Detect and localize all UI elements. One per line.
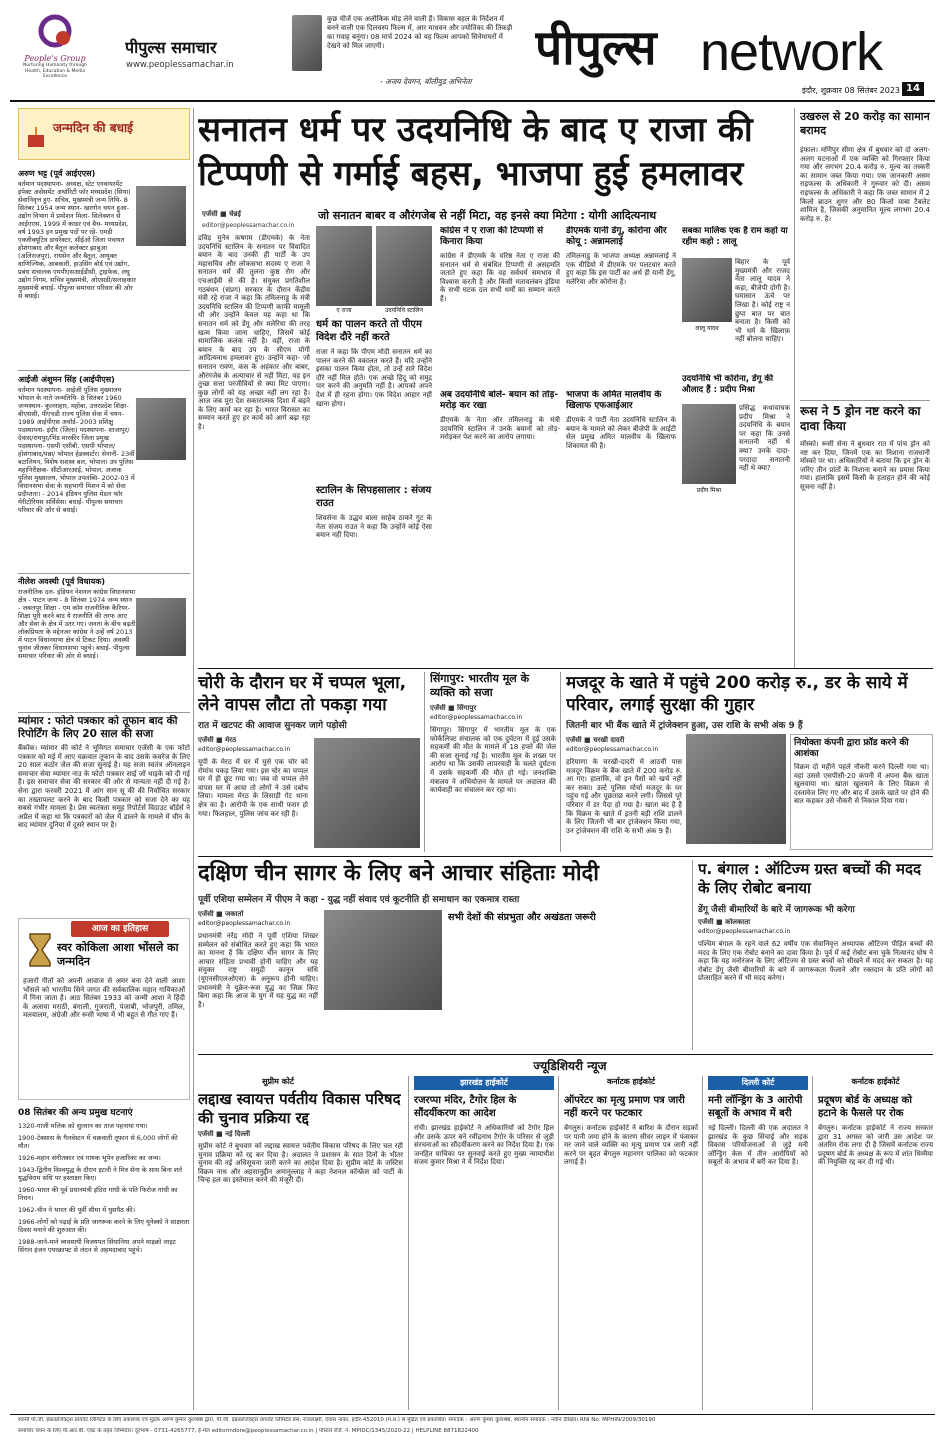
birthday-photo-3 bbox=[136, 598, 186, 656]
lead-col8-head: उदयनिधि भी कोरोना, डेंगू की औलाद हैं : प्रदीप मिश्रा bbox=[682, 374, 774, 395]
udhay-photo bbox=[376, 226, 432, 306]
myanmar-head: म्यांमार : फोटो पत्रकार को तूफान बाद की रिपोर्टिंग के लिए 20 साल की सजा bbox=[18, 715, 178, 740]
sc-byline: एजेंसी ■ नई दिल्ली bbox=[198, 1130, 251, 1138]
lead-col2-head: धर्म का पालन करते तो पीएम विदेश दौरे नहीं करते bbox=[316, 319, 422, 343]
page-number: 14 bbox=[902, 82, 924, 96]
birthday-text-2: वर्तमान पदस्थापना- आईजी पुलिस मुख्यालय भोपाल के नाते जन्मतिथि- 8 सितंबर 1960 जन्मस्थान- कुल्लाहार, महोबा, उत्तरप्रदेश शिक्षा- बीएससी, पीएचडी राज्य पुलिस सेवा में चयन- 1989 आईपीएस अवॉर्ड- 2003 प्रशिक्षु पदस्थापना- इंदौर (जिला) पदस्थापना- शाजापुर/देवास/रायपुर/भिंड मारकीर जिला प्रमुख पदस्थापना- एसपी एसीबी, एसपी भोपाल/होशंगाबाद/पन्ना/ भोपाल हेडक्वार्टर। सेनानी- 23वीं बटालियन, विशेष सशस्त्र बल, भोपाल। उप पुलिस महानिरीक्षक- सीटीआरआई, भोपाल, अजाक पुलिस मुख्यालय, भोपाल उपलब्धि- 2002-03 में विधानसभा सेवा के सहभागी मिशन में को सेवा प्रदीप्तता। - 2014 इंडियन पुलिस मेडल फॉर मेरीटोरियस सर्विसेस। बधाई- पीपुल्स समाचार परिवार की ओर से बधाई। bbox=[18, 386, 135, 514]
mazdoor-box-head: नियोक्ता कंपनी द्वारा फ्रॉड करने की आशंका bbox=[794, 738, 909, 759]
ka2-head: प्रदूषण बोर्ड के अध्यक्ष को हटाने के फैसले पर रोक bbox=[818, 1095, 912, 1119]
lead-col2: राजा ने कहा कि पीएम मोदी सनातन धर्म का पालन करने की वकालत करते हैं। यदि उन्होंने इसका पालन किया होता, तो उन्हें सारे विदेश दौरे नहीं मिल होते। एक अच्छे हिंदू को समुद्र पार करने की अनुमति नहीं है। आपको अपने देश में ही रहना होगा। एक विदेश आहार नहीं खाना होगा। bbox=[316, 348, 432, 408]
lead-col5-head: सबका मालिक एक है राम कहो या रहीम कहो : लालू bbox=[682, 226, 788, 247]
footer-text-2: समाचार चयन के लिए पी.आर.बी. एक्ट के तहत जिम्मेदार। दूरभाष - 0731-4265777, ई-मेल editorindore@peoplessamachar.co.in | पोस्टल रजि. नं. MPIDC/1345/2020-22 | HELPLINE 8871822400 bbox=[18, 1428, 479, 1434]
mazdoor-byline: एजेंसी ■ चरखी दादरी bbox=[566, 736, 625, 744]
lead-col6-head: अब उदयनिधि बोले- बयान को तोड़-मरोड़ कर रखा bbox=[440, 390, 559, 411]
dl-text: नई दिल्ली। दिल्ली की एक अदालत ने झारखंड के कुछ सिंचाई और सड़क विकास परियोजनाओं से जुड़े मनी लॉन्ड्रिंग केस में तीन आरोपियों को सबूतों के अभाव में बरी कर दिया है। bbox=[708, 1124, 808, 1167]
event-item: 1962-चीन ने भारत की पूर्वी सीमा में घुसपैठ की। bbox=[18, 1206, 136, 1214]
quote-author: - अजय देवगन, बॉलीवुड अभिनेता bbox=[380, 77, 472, 86]
history-section bbox=[18, 918, 190, 1100]
mazdoor-head: मजदूर के खाते में पहुंचे 200 करोड़ रु., डर के साये में परिवार, लगाई सुरक्षा की गुहार bbox=[566, 673, 908, 715]
event-item: 1320-गाजी मलिक को सुल्तान का ताज पहनाया गया। bbox=[18, 1122, 148, 1130]
robot-byline: एजेंसी ■ कोलकाता bbox=[698, 918, 751, 926]
robot-text: पश्चिम बंगाल के रहने वाले 62 वर्षीय एक सेवानिवृत्त अध्यापक ऑटिज्म पीड़ित बच्चों की मदद के लिए एक रोबोट बनाने का दावा किया है। पूर्व में कई रोबोट बना चुके नित्यानंद घोष ने कहा कि यह मनोरंजन के लिए ऑटिज्म से ग्रस्त बच्चों को सीखने में मदद कर सकता है। यह रोबोट डेंगू जैसी बीमारियों के बारे में जागरूकता फैलाने और रक्तदान के प्रति लोगों को प्रोत्साहित करने में भी मदद करेगा। bbox=[698, 940, 933, 983]
paper-name: पीपुल्स समाचार bbox=[125, 38, 217, 57]
singapore-head: सिंगापुर: भारतीय मूल के व्यक्ति को सजा bbox=[430, 672, 530, 699]
mazdoor-box bbox=[790, 734, 933, 850]
sc-tag: सुप्रीम कोर्ट bbox=[262, 1077, 294, 1086]
manipur-head: उखरुल से 20 करोड़ का सामान बरामद bbox=[800, 110, 930, 137]
lead-col9: शिवसेना के उद्धव बाला साहेब ठाकरे गुट के नेता संजय राउत ने कहा कि उन्होंने कोई ऐसा बयान नहीं दिया। bbox=[316, 514, 432, 540]
lead-col5: बिहार के पूर्व मुख्यमंत्री और राजद नेता लालू यादव ने कहा, बीजेपी दोगी है। घमासान ऊंचे पर लिखा है। कोई राष्ट्र न छुपा बात पर बात बनाता है। किसी को भी धर्म के खिलाफ़ नहीं बोलना चाहिए। bbox=[735, 258, 790, 344]
quote-photo bbox=[292, 15, 322, 71]
birthday-photo-1 bbox=[136, 186, 186, 246]
lead-col8: प्रसिद्ध कथावाचक प्रदीप मिश्रा ने उदयनिधि के बयान पर कहा कि उनसे सनातनी नहीं थे क्या? उनके दादा-परदादा सनातनी नहीं थे क्या? bbox=[739, 404, 790, 473]
ka2-text: बेंगलुरु। कर्नाटक हाईकोर्ट ने राज्य सरकार द्वारा 31 अगस्त को जारी उस आदेश पर अंतरिम रोक लगा दी है जिसमें कर्नाटक राज्य प्रदूषण बोर्ड के अध्यक्ष के रूप में शांत थिम्मैया की नियुक्ति रद्द कर दी गई थी। bbox=[818, 1124, 933, 1167]
masthead-rule bbox=[10, 100, 935, 102]
lead-col7: डीएमके ने पार्टी नेता उदयनिधि स्टालिन के बयान के मामले को लेकर बीजेपी के आईटी सेल प्रमुख अमित मालवीय के खिलाफ शिकायत की है। bbox=[566, 416, 676, 450]
ka-head: ऑपरेटर का मृत्यु प्रमाण पत्र जारी नहीं करने पर फटकार bbox=[564, 1095, 685, 1119]
mazdoor-box-text: विक्रम दो महीने पहले नौकरी करने दिल्ली गया था। वहां उससे एसपीसी-20 कंपनी में अपना बैंक खाता खुलवाया था। खाता खुलवाने के लिए विक्रम से दस्तावेज लिए गए और बाद में उसके खाते पर होने की बात कहकर उसे नौकरी से निकाल दिया गया। bbox=[794, 763, 929, 806]
russia-head: रूस ने 5 ड्रोन नष्ट करने का दावा किया bbox=[800, 404, 921, 433]
event-item: 1960-भारत की पूर्व प्रधानमंत्री इंदिरा गांधी के पति फिरोज गांधी का निधन। bbox=[18, 1186, 178, 1202]
event-item: 1900-टेक्सास के गैलवेस्टन में चक्रवाती तूफान से 6,000 लोगों की मौत। bbox=[18, 1134, 178, 1150]
lead-col4-head: डीएमके यानी डेंगू, कोरोना और कोयू : अन्नामलाई bbox=[566, 226, 667, 247]
birthday-photo-2 bbox=[136, 398, 186, 460]
jh-head: रजरप्पा मंदिर, टैगोर हिल के सौंदर्यीकरण का आदेश bbox=[414, 1095, 517, 1119]
events-section bbox=[18, 1105, 190, 1410]
lalu-caption: लालू यादव bbox=[695, 325, 719, 332]
chappal-sub: रात में खटपट की आवाज सुनकर जागे पड़ोसी bbox=[198, 721, 347, 731]
pradeep-photo bbox=[682, 404, 736, 484]
history-title: आज का इतिहास bbox=[71, 921, 169, 937]
chappal-byline: एजेंसी ■ मेरठ bbox=[198, 736, 237, 744]
birthday-text-1: वर्तमान पदस्थापना- अध्यक्ष, स्टेट एनवायरमेंट इंपेक्ट असेसमेंट अथॉरिटी फॉर मध्यप्रदेश (सिया) सेवानिवृत्त हुए- सचिव, मुख्यमंत्री जन्म तिथि- 8 सितंबर 1954 जन्म स्थान- खरगोन चयन हुआ- उद्योग विभाग में प्रमोशन मिला- सिलेक्शन से आईएएस, 1999 में काडर एवं बैच- मध्यप्रदेश, वर्ष 1993 इन प्रमुख पदों पर रहे- एमडी एक्जीक्यूटिव डायरेक्टर, सीईओ जिला पंचायत होशंगाबाद और बैतूल कलेक्टर झाबुआ (अलिराजपुर), रायसेन और बैतूल, आयुक्त वाणिज्यिक, आबकारी, हाउसिंग बोर्ड एवं उद्योग, प्रबंध संचालक एमपीएसआईडीसी, ट्राइफेक, लघु उद्योग निगम, सचिव मुख्यमंत्री, ओएसडी/सलाहकार मुख्यमंत्री बधाई- पीपुल्स समाचार परिवार की ओर से बधाई। bbox=[18, 180, 136, 300]
udhay-caption: उदयनिधि स्टालिन bbox=[385, 307, 423, 314]
cake-icon bbox=[25, 121, 47, 151]
birthday-title bbox=[18, 108, 190, 160]
jh-tag: झारखंड हाईकोर्ट bbox=[414, 1076, 554, 1090]
mazdoor-email: editor@peoplessamachar.co.in bbox=[566, 746, 659, 753]
ka-tag: कर्नाटक हाईकोर्ट bbox=[606, 1077, 656, 1086]
group-logo-icon bbox=[35, 12, 75, 50]
jh-text: रांची। झारखंड हाईकोर्ट ने अधिकारियों को टैगोर हिल और उसके ऊपर बने रवींद्रनाथ टैगोर के परिसर से जुड़ी संरचनाओं का सौंदर्यीकरण करने का निर्देश दिया है। एक जनहित याचिका पर सुनवाई करते हुए मुख्य न्यायाधीश संजय कुमार मिश्रा ने ये निर्देश दिया। bbox=[414, 1124, 554, 1167]
lead-email: editor@peoplessamachar.co.in bbox=[202, 222, 295, 229]
website-link[interactable]: www.peoplessamachar.in bbox=[126, 60, 234, 70]
ka-text: बेंगलुरु। कर्नाटक हाईकोर्ट ने बारिश के दौरान सड़कों पर पानी जमा होने के कारण सीवर लाइन में फंसकर मर जाने वाले व्यक्ति का मृत्यु प्रमाण पत्र जारी नहीं करने पर बृहत बेंगलुरु महानगर पालिका को फटकार लगाई है। bbox=[564, 1124, 698, 1167]
footer-text: स्वामी पी.जी. इंफ्राप्रोजेक्ट्स प्रायवेट लिमिटेड के लिए प्रकाशक एवं मुद्रक अरुण कुमार कुलश्रेष्ठ द्वारा, पी.जी. इंफ्राप्रोजेक्ट्स प्रायवेट लिमिटेड प्रेस, राजलक्ष्मी, देवास नाका, इंदौर-452010 (म.प्र.) से मुद्रित एवं प्रकाशित। संपादक : अरुण कुमार कुलश्रेष्ठ, स्थानीय संपादक : नवीन दीक्षित। RNI No. MPHIN/2009/30190 bbox=[18, 1417, 656, 1423]
hourglass-icon bbox=[25, 931, 55, 971]
birthday-section bbox=[18, 108, 190, 708]
modi-byline: एजेंसी ■ जकार्ता bbox=[198, 910, 244, 918]
lalu-photo bbox=[682, 258, 732, 322]
singapore-byline: एजेंसी ■ सिंगापुर bbox=[430, 704, 477, 712]
lead-col9-head: स्टालिन के सिपहसालार : संजय राउत bbox=[316, 485, 432, 509]
birthday-title-text: जन्मदिन की बधाई bbox=[53, 121, 133, 135]
mazdoor-sub: जितनी बार भी बैंक खाते में ट्रांजेक्शन हुआ, उस राशि के सभी अंक 9 हैं bbox=[566, 721, 803, 731]
history-text: हजारों गीतों को अपनी आवाज से अमर बना देने वाली आशा भोंसले को भारतीय सिने जगत की सर्वकालिक महान गायिकाओं में गिना जाता है। आठ सितंबर 1933 को जन्मी आशा ने हिंदी के अलावा मराठी, बंगाली, गुजराती, पंजाबी, भोजपुरी, तमिल, मलयालम, अंग्रेजी और रूसी भाषा में भी बहुत से गीत गाए हैं। bbox=[23, 977, 185, 1020]
lead-col3-head: कांग्रेस ने ए राजा की टिप्पणी से किनारा किया bbox=[440, 226, 544, 247]
birthday-name-2: आईजी अंशुमन सिंह (आईपीएस) bbox=[18, 375, 115, 384]
pradeep-caption: प्रदीप मिश्रा bbox=[696, 487, 722, 494]
manipur-text: इंफाल। मणिपुर सीमा क्षेत्र में बुधवार को दो अलग-अलग घटनाओं में एक व्यक्ति को गिरफ्तार किया गया और लगभग 20.4 करोड़ रु. मूल्य का तस्करी का सामान जब्त किया गया। एक जानकारी असम राइफल्स के अधिकारी ने गुरुवार को दी। असम राइफल्स के अधिकारी ने कहा कि जब्त सामान में 2 किलो ब्राउन शुगर और 80 किलो याबा टैबलेट शामिल है, जिसकी अनुमानित मूल्य लगभग 20.4 करोड़ रु. है। bbox=[800, 146, 930, 223]
events-title: 08 सितंबर की अन्य प्रमुख घटनाएं bbox=[18, 1108, 133, 1118]
robot-head: प. बंगाल : ऑटिज्म ग्रस्त बच्चों की मदद के लिए रोबोट बनाया bbox=[698, 860, 921, 897]
robot-sub: डेंगू जैसी बीमारियों के बारे में जागरूक भी करेगा bbox=[698, 905, 855, 915]
sc-head: लद्दाख स्वायत्त पर्वतीय विकास परिषद की चुनाव प्रक्रिया रद्द bbox=[198, 1090, 401, 1127]
lead-col7-head: भाजपा के अमित मालवीय के खिलाफ एफआईआर bbox=[566, 390, 662, 411]
modi-sub: पूर्वी एशिया सम्मेलन में पीएम ने कहा - युद्ध नहीं संवाद एवं कूटनीति ही समाधान का एकमात्र रास्ता bbox=[198, 895, 520, 905]
brand-english: network bbox=[700, 22, 883, 82]
event-item: 1926-महान संगीतकार एवं गायक भूपेन हजारिका का जन्म। bbox=[18, 1154, 161, 1162]
modi-text: प्रधानमंत्री नरेंद्र मोदी ने पूर्वी एशिया शिखर सम्मेलन को संबोधित करते हुए कहा कि भारत का मानना है कि दक्षिण चीन सागर के लिए आचार संहिता प्रभावी होनी चाहिए और यह संयुक्त राष्ट्र समुद्री कानून संधि (यूएनसीएलओएस) के अनुरूप होनी चाहिए। प्रधानमंत्री ने यूक्रेन-रूस युद्ध का जिक्र किए बिना कहा कि आज के युग में यह युद्ध का नहीं है। bbox=[198, 932, 318, 1009]
sc-text: सुप्रीम कोर्ट ने बुधवार को लद्दाख स्वायत्त पर्वतीय विकास परिषद के लिए चल रही चुनाव प्रक्रिया को रद्द कर दिया है। अदालत ने प्रशासन के सात दिनों के भीतर चुनाव की नई अधिसूचना जारी करने का आदेश दिया है। सुप्रीम कोर्ट के जस्टिस विक्रम नाथ और अहसानुद्दीन अमानुल्लाह ने कहा नेशनल कॉन्फ्रेंस को पार्टी के चिन्ह हल का इस्तेमाल करने की मंजूरी दी। bbox=[198, 1142, 403, 1185]
dateline: इंदौर, शुक्रवार 08 सितंबर 2023 bbox=[801, 86, 900, 95]
quote-text: कुछ चीजें एक अलौकिक मोड़ लेने वाली हैं। विकास बहल के निर्देशन में बनने वाली एक दिलचस्प फिल्म में, आर माधवन और ज्योतिका की तिकड़ी का गवाह बनूंगा। 08 मार्च 2024 को यह फिल्म आपको सिनेमाघरों में देखने को मिल जाएगी। bbox=[327, 15, 513, 50]
brand-hindi: पीपुल्स bbox=[535, 20, 657, 76]
chappal-photo bbox=[314, 738, 420, 848]
dl-head: मनी लॉन्ड्रिंग के 3 आरोपी सबूतों के अभाव में बरी bbox=[708, 1095, 803, 1119]
modi-email: editor@peoplessamachar.co.in bbox=[198, 920, 291, 927]
lead-col4: तमिलनाडु के भाजपा अध्यक्ष अन्नामलाई ने एक वीडियो में डीएमके पर पलटवार करते हुए कहा कि इस पार्टी का अर्थ ही यानी डेंगू, मलेरिया और कोरोना है। bbox=[566, 252, 676, 286]
russia-text: मॉस्को। रूसी सेना ने बुधवार रात में पांच ड्रोन को नष्ट कर दिया, जिनमें एक का निशाना राजधानी मॉस्को पर था। अधिकारियों ने बताया कि इन ड्रोन के जरिए तीन प्रांतों के निशाना बनाने का प्रयास किया गया। हालांकि इसमें किसी के हताहत होने की कोई सूचना नहीं है। bbox=[800, 440, 930, 491]
history-head: स्वर कोकिला आशा भोंसले का जन्मदिन bbox=[57, 941, 179, 968]
lead-col3: कांग्रेस ने डीएमके के वरिष्ठ नेता ए राजा की सनातन धर्म से संबंधित टिप्पणी से असहमति जताते हुए कहा कि वह सर्वधर्म समभाव में विश्वास करती है और किसी मतावलंबन इंडिया के सभी घटक दल सभी धर्मों का सम्मान करते हैं। bbox=[440, 252, 560, 303]
modi-head: दक्षिण चीन सागर के लिए बने आचार संहिताः मोदी bbox=[198, 861, 599, 886]
mazdoor-text: हरियाणा के चरखी-दादरी में आठवीं पास मजदूर विक्रम के बैंक खाते में 200 करोड़ रु. आ गए। हालांकि, वो इन पैसों को खर्च नहीं कर सका। उल्टे पुलिस मोर्चा मजदूर के घर पहुंच गई और पूछताछ करने लगी। जिससे पूरे परिवार में डर पैदा हो गया है। खाता बंद है है कि विक्रम के खाते में इतनी बड़ी राशि डालने के लिए जितनी भी बार ट्रांजेक्शन किया गया, उन ट्रांजेक्शन की राशि के सभी अंक 9 हैं। bbox=[566, 758, 682, 835]
ka2-tag: कर्नाटक हाईकोर्ट bbox=[851, 1077, 900, 1086]
lead-byline: एजेंसी ■ चेन्नई bbox=[202, 210, 241, 218]
event-item: 1988-जाने-माने व्यवसायी विजयपत सिंघानिया अपने माइक्रो लाइट सिंगल इंजन एयरक्राफ्ट से लंदन से अहमदाबाद पहुंचे। bbox=[18, 1238, 176, 1254]
lead-subhead: जो सनातन बाबर व औरंगजेब से नहीं मिटा, वह इनसे क्या मिटेगा : योगी आदित्यनाथ bbox=[318, 209, 657, 222]
chappal-head: चोरी के दौरान घर में चप्पल भूला, लेने वापस लौटा तो पकड़ा गया bbox=[198, 673, 407, 715]
lead-col6: डीएमके के नेता और तमिलनाडु के मंत्री उदयनिधि स्टालिन ने उनके बयानों को तोड़-मरोड़कर पेश करने का आरोप लगाया। bbox=[440, 416, 560, 442]
birthday-name-1: अरुण भट्ट (पूर्व आईएएस) bbox=[18, 169, 96, 178]
lead-headline: सनातन धर्म पर उदयनिधि के बाद ए राजा की टिप्पणी से गर्माई बहस, भाजपा हुई हमलावर bbox=[198, 110, 753, 194]
chappal-text: यूपी के मेरठ में घर में घुसे एक चोर को रोमांच पकड़ लिया गया। इस चोर का चप्पल घर में ही छूट गया था। जब वो चप्पल लेने वापस घर में आया तो लोगों ने उसे दबोच लिया। मामला मेरठ के लिसाड़ी गेट थाना क्षेत्र का है। आरोपी के एक साथी फरार हो गया। फिलहाल, पुलिस जांच कर रही है। bbox=[198, 758, 308, 818]
raja-photo bbox=[316, 226, 372, 306]
singapore-text: सिंगापुर। सिंगापुर में भारतीय मूल के एक फोर्कलिफ्ट संचालक को एक दुर्घटना में हुई उसके सहकर्मी की मौत के मामले में 18 हफ्ते की जेल की सजा सुनाई गई है। भारतीय मूल के शख्स पर आरोप था कि उसकी लापरवाही के चलते दुर्घटना में उसके सहकर्मी की मौत हो गई। जनशक्ति मंत्रालय ने अभियोजन के मामले पर अदालत की कार्यवाही का संचालन कर रहा था। bbox=[430, 726, 556, 795]
raja-caption: ए राजा bbox=[336, 307, 352, 314]
masthead bbox=[0, 0, 945, 100]
group-tagline: Nurturing Humanity through Health, Education & Media Excellence bbox=[23, 63, 87, 79]
group-name: People's Group bbox=[24, 54, 86, 63]
birthday-text-3: राजनीतिक दल- इंडियन नेशनल कांग्रेस विधानसभा क्षेत्र - पाटन जन्म - 8 सितंबर 1974 जन्म स्थान - जबलपुर शिक्षा - एम कॉम राजनीतिक कैरियर- शिक्षा पूरी करने बाद ये राजनीति की तरफ आए और सेवा के क्षेत्र में उतर गए। जनता के बीच बढ़ती लोकप्रियता के मद्देनजर कांग्रेस ने उन्हें वर्ष 2013 में पाटन विधानसभा क्षेत्र से टिकट दिया। अवस्थी चुनाव जीतकर विधानसभा पहुंचे। बधाई- पीपुल्स समाचार परिवार की ओर से बधाई। bbox=[18, 588, 136, 660]
lead-col1: द्रविड़ मुनेत्र कषगम (डीएमके) के नेता उदयनिधि स्टालिन के सनातन पर विवादित बयान के बाद उनकी ही पार्टी के उप महासचिव और लोकसभा सदस्य ए राजा ने सनातन धर्म की तुलना कुष्ठ रोग और एचआईवी से की है। संयुक्त प्रगतिशील गठबंधन (संप्रग) सरकार के दौरान केंद्रीय मंत्री रहे राजा ने कहा कि तमिलनाडु के मंत्री उदयनिधि स्टालिन की टिप्पणी काफी मामूली थी और उन्होंने केवल यह कहा था कि सनातन धर्म को डेंगू और मलेरिया की तरह खत्म किया जाना चाहिए, जिसमें कोई सामाजिक कलंक नहीं है। वहीं, राजा के बयान के बाद उप के सीएम योगी आदित्यनाथ हमलावर हुए। उन्होंने कहा- जो सनातन रावण, कंस के अहंकार और बाबर, औरंगजेब के अत्याचार से नहीं मिटा, वह इन तुच्छ सत्ता परजीवियों से क्या मिट पाएगा। कुछ लोगों को यह अच्छा नहीं लग रहा है। आज जब पूरा देश सकारात्मक दिशा में बढ़ने के लिए कार्य कर रहा है। भारत विरासत का सम्मान करते हुए हर कार्य को आगे बढ़ा रहा है। bbox=[198, 234, 310, 432]
chappal-email: editor@peoplessamachar.co.in bbox=[198, 746, 291, 753]
dl-tag: दिल्ली कोर्ट bbox=[708, 1076, 808, 1090]
modi-kicker: सभी देशों की संप्रभुता और अखंडता जरूरी bbox=[448, 912, 596, 923]
myanmar-text: बैंकॉक। म्यांमार की कोर्ट ने भूमिगत समाचार एजेंसी के एक फोटो पत्रकार को मई में आए चक्रवात तूफान के बाद उसके कवरेज के लिए 20 साल कठोर जेल की सजा सुनाई है। यह सजा स्वतंत्र ऑनलाइन समाचार सेवा म्यांमार नाउ के फोटो पत्रकार साई जॉ थाइके को दी गई है। इस समाचार सेवा की सरकार की ओर से मान्यता नहीं दी गई है। सेना द्वारा फरवरी 2021 में आंग सान सू की की निर्वाचित सरकार का तख्तापलट करने के बाद किसी पत्रकार को सजा देने का यह सबसे गंभीर मामला है। प्रेस स्वतंत्रता समूह रिपोर्टर्स विदाउट बॉर्डर्स ने अप्रैल में कहा था कि पत्रकारों को जेल में डालने के मामले में चीन के बाद म्यांमार दुनिया में दूसरे स्थान पर है। bbox=[18, 744, 190, 830]
group-logo bbox=[20, 12, 90, 94]
mazdoor-photo bbox=[686, 734, 786, 844]
birthday-name-3: नीलेश अवस्थी (पूर्व विधायक) bbox=[18, 577, 106, 586]
event-item: 1943-द्वितीय विश्वयुद्ध के दौरान इटली ने मित्र सेना के साथ बिना शर्त युद्धविराम संधि पर हस्ताक्षर किए। bbox=[18, 1166, 182, 1182]
judiciary-title: ज्यूडिशियरी न्यूज bbox=[533, 1059, 607, 1073]
robot-email: editor@peoplessamachar.co.in bbox=[698, 928, 791, 935]
modi-photo bbox=[324, 910, 442, 1010]
event-item: 1966-लोगों को पढ़ाई के प्रति जागरूक करने के लिए यूनेस्को ने साक्षरता दिवस मनाने की शुरुआत की। bbox=[18, 1218, 190, 1234]
singapore-email: editor@peoplessamachar.co.in bbox=[430, 714, 523, 721]
